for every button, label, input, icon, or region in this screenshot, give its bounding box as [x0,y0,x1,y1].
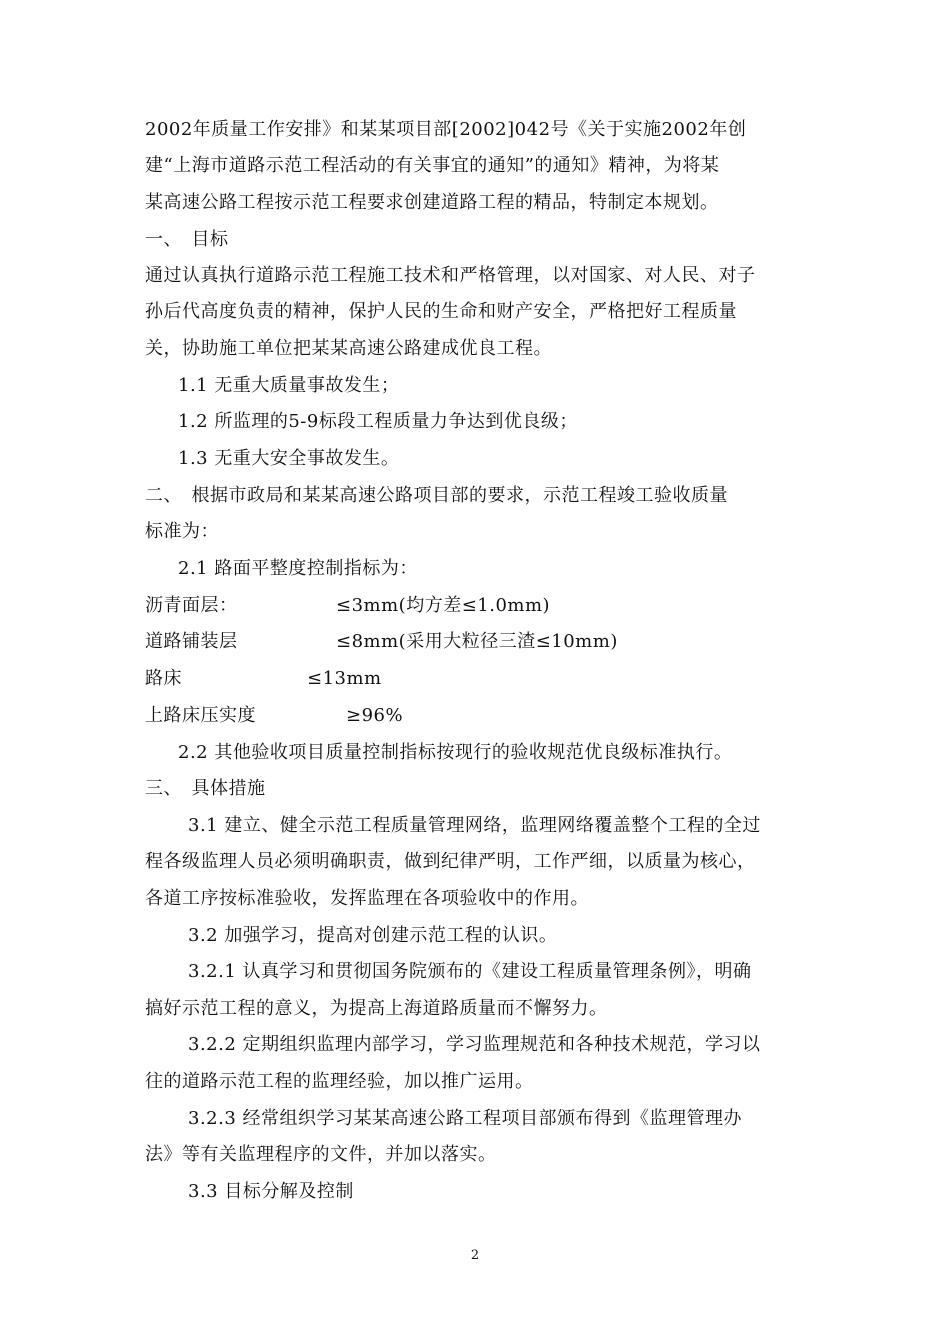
section-2-heading-line-1: 二、 根据市政局和某某高速公路项目部的要求，示范工程竣工验收质量 [145,485,728,506]
spec-value-asphalt: ≤3mm(均方差≤1.0mm) [336,595,551,616]
section-1-paragraph-line-1: 通过认真执行道路示范工程施工技术和严格管理，以对国家、对人民、对子 [145,265,756,286]
measure-3-1-line-3: 各道工序按标准验收，发挥监理在各项验收中的作用。 [145,888,589,909]
measure-3-2: 3.2 加强学习，提高对创建示范工程的认识。 [188,925,558,946]
goal-item-2: 1.2 所监理的5-9标段工程质量力争达到优良级； [178,411,578,432]
subsection-2-1: 2.1 路面平整度控制指标为： [178,558,418,579]
section-1-paragraph-line-2: 孙后代高度负责的精神，保护人民的生命和财产安全，严格把好工程质量 [145,301,737,322]
section-3-heading: 三、 具体措施 [145,778,266,799]
subsection-2-2: 2.2 其他验收项目质量控制指标按现行的验收规范优良级标准执行。 [178,742,733,763]
section-1-heading: 一、 目标 [145,229,229,250]
spec-value-compaction: ≥96% [346,705,404,726]
page-number: 2 [470,1248,480,1263]
measure-3-2-3-line-1: 3.2.3 经常组织学习某某高速公路工程项目部颁布得到《监理管理办 [188,1108,743,1129]
spec-label-compaction: 上路床压实度 [145,705,256,726]
spec-label-roadbed: 路床 [145,668,182,689]
measure-3-2-2-line-2: 往的道路示范工程的监理经验，加以推广运用。 [145,1071,534,1092]
spec-label-pavement: 道路铺装层 [145,631,238,652]
goal-item-3: 1.3 无重大安全事故发生。 [178,448,400,469]
spec-value-roadbed: ≤13mm [307,668,382,689]
goal-item-1: 1.1 无重大质量事故发生； [178,375,400,396]
intro-line-2: 建“上海市道路示范工程活动的有关事宜的通知”的通知》精神，为将某 [145,155,720,176]
measure-3-2-1-line-2: 搞好示范工程的意义，为提高上海道路质量而不懈努力。 [145,998,608,1019]
measure-3-3: 3.3 目标分解及控制 [188,1181,354,1202]
measure-3-2-3-line-2: 法》等有关监理程序的文件，并加以落实。 [145,1144,497,1165]
spec-value-pavement: ≤8mm(采用大粒径三渣≤10mm) [336,631,618,652]
section-1-paragraph-line-3: 关，协助施工单位把某某高速公路建成优良工程。 [145,338,552,359]
intro-line-1: 2002年质量工作安排》和某某项目部[2002]042号《关于实施2002年创 [145,119,747,140]
measure-3-1-line-2: 程各级监理人员必须明确职责，做到纪律严明，工作严细，以质量为核心， [145,851,756,872]
intro-line-3: 某高速公路工程按示范工程要求创建道路工程的精品，特制定本规划。 [145,192,719,213]
measure-3-2-2-line-1: 3.2.2 定期组织监理内部学习，学习监理规范和各种技术规范，学习以 [188,1034,761,1055]
section-2-heading-line-2: 标准为： [145,521,219,542]
measure-3-1-line-1: 3.1 建立、健全示范工程质量管理网络，监理网络覆盖整个工程的全过 [188,815,761,836]
spec-label-asphalt: 沥青面层： [145,595,238,616]
measure-3-2-1-line-1: 3.2.1 认真学习和贯彻国务院颁布的《建设工程质量管理条例》，明确 [188,961,752,982]
